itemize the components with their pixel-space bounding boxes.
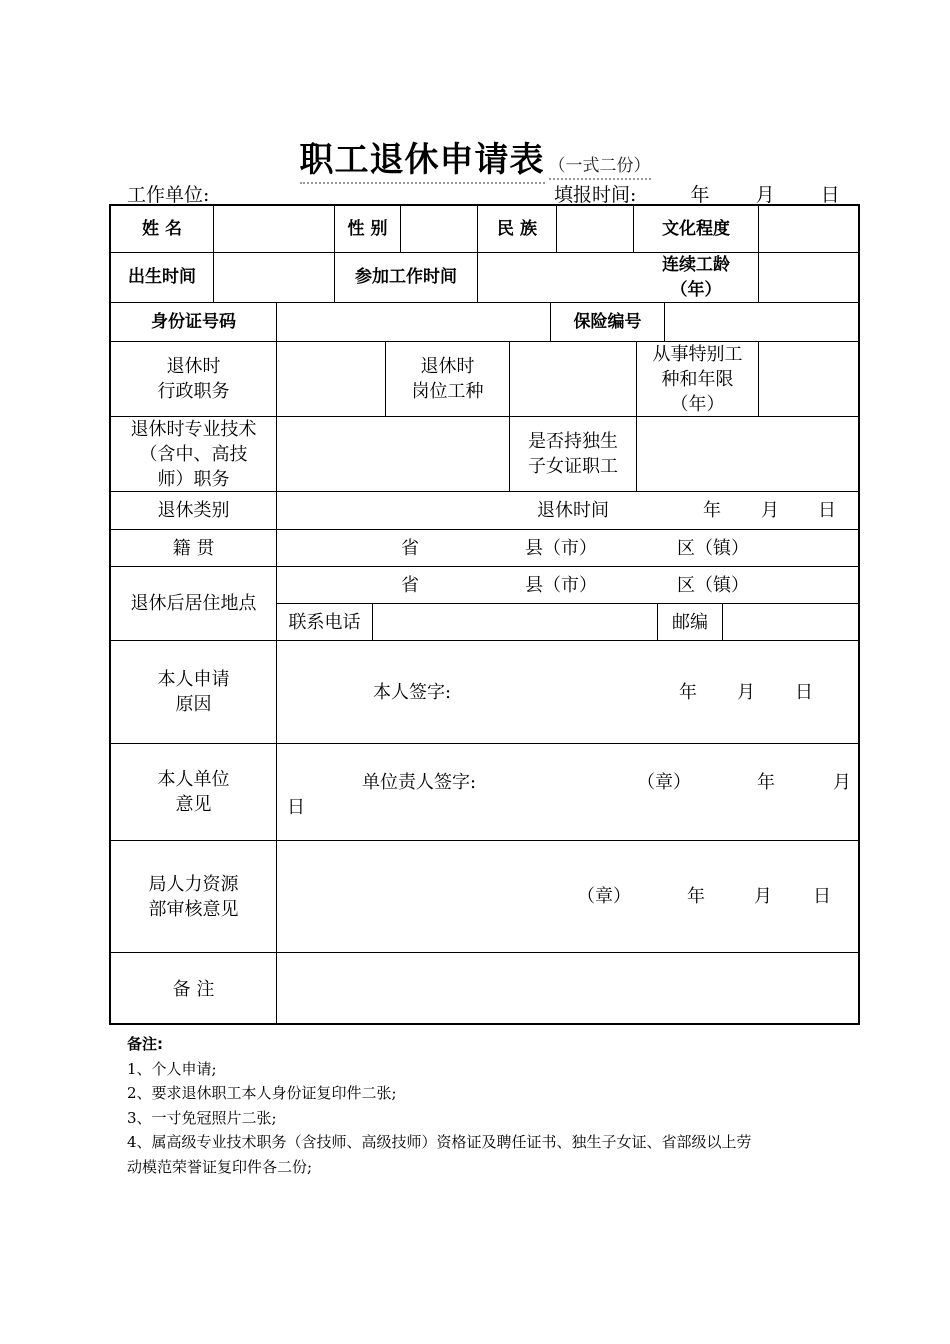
postcode-label: 邮编 — [672, 611, 708, 633]
unit-seal: （章） — [637, 772, 691, 793]
reason-date-year: 年 — [679, 681, 697, 703]
fill-date-label: 填报时间: — [554, 184, 637, 206]
postcode-field[interactable] — [723, 604, 860, 640]
residence-county: 县（市） — [525, 574, 597, 596]
native-province: 省 — [401, 537, 419, 559]
bureau-opinion-label: 局人力资源 部审核意见 — [148, 873, 239, 920]
bureau-opinion-field[interactable] — [277, 841, 860, 952]
gender-field[interactable] — [401, 206, 477, 252]
phone-field[interactable] — [373, 604, 657, 640]
work-start-label: 参加工作时间 — [355, 267, 457, 287]
bureau-date-month: 月 — [754, 886, 772, 907]
work-unit-label: 工作单位: — [127, 184, 210, 206]
special-work-field[interactable] — [759, 342, 860, 416]
reason-date-day: 日 — [795, 681, 813, 703]
seniority-field[interactable] — [759, 253, 860, 302]
residence-province: 省 — [401, 574, 419, 596]
form-title: 职工退休申请表 — [300, 140, 545, 184]
reason-date-month: 月 — [737, 681, 755, 703]
birth-field[interactable] — [214, 253, 334, 302]
phone-label: 联系电话 — [288, 611, 361, 633]
retire-type-field[interactable] — [277, 492, 509, 529]
retire-date-day: 日 — [818, 500, 836, 521]
insurance-no-field[interactable] — [665, 303, 860, 341]
notes-item: 4、属高级专业技术职务（含技师、高级技师）资格证及聘任证书、独生子女证、省部级以上劳 — [127, 1133, 752, 1151]
bureau-date-day: 日 — [813, 886, 831, 907]
fill-date-year: 年 — [690, 184, 710, 206]
ethnicity-field[interactable] — [557, 206, 633, 252]
unit-date-year: 年 — [757, 772, 775, 793]
special-work-label: 从事特别工 种和年限 （年） — [652, 343, 743, 415]
bureau-seal: （章） — [577, 886, 631, 907]
notes-section — [127, 1032, 752, 1179]
only-child-field[interactable] — [637, 417, 860, 491]
self-sign-label: 本人签字: — [373, 681, 452, 703]
fill-date-day: 日 — [820, 184, 840, 206]
admin-post-label: 退休时 行政职务 — [157, 356, 230, 402]
notes-heading: 备注: — [127, 1035, 163, 1053]
notes-item: 3、一寸免冠照片二张; — [127, 1108, 277, 1127]
job-type-label: 退休时 岗位工种 — [411, 356, 484, 402]
native-district: 区（镇） — [677, 537, 749, 559]
bureau-date-year: 年 — [687, 886, 705, 907]
retire-date-year: 年 — [703, 500, 721, 521]
form-title-copies: （一式二份） — [549, 156, 651, 180]
notes-item: 1、个人申请; — [127, 1059, 217, 1078]
job-type-field[interactable] — [510, 342, 636, 416]
id-number-field[interactable] — [277, 303, 550, 341]
residence-field[interactable] — [277, 567, 860, 603]
work-start-field[interactable] — [478, 253, 633, 302]
birth-label: 出生时间 — [128, 267, 196, 287]
unit-opinion-label: 本人单位 意见 — [157, 769, 230, 815]
gender-label: 性 别 — [347, 218, 388, 239]
notes-item: 2、要求退休职工本人身份证复印件二张; — [127, 1084, 397, 1102]
tech-post-field[interactable] — [277, 417, 509, 491]
native-place-label: 籍 贯 — [172, 537, 215, 559]
education-label: 文化程度 — [662, 218, 730, 239]
unit-opinion-field[interactable] — [277, 744, 860, 840]
name-label: 姓 名 — [142, 218, 182, 239]
insurance-no-label: 保险编号 — [573, 311, 642, 332]
unit-date-day: 日 — [287, 797, 305, 818]
retire-date-field[interactable] — [637, 492, 860, 529]
residence-label: 退休后居住地点 — [130, 593, 257, 614]
application-form-table — [109, 204, 860, 1025]
seniority-label: 连续工龄 （年） — [662, 254, 730, 300]
fill-date-block — [554, 180, 840, 207]
retire-date-month: 月 — [761, 500, 779, 521]
remarks-field[interactable] — [277, 953, 860, 1025]
native-county: 县（市） — [525, 537, 597, 559]
retire-type-label: 退休类别 — [157, 500, 230, 521]
form-title-block — [0, 132, 950, 181]
retire-time-label: 退休时间 — [537, 500, 609, 521]
name-field[interactable] — [214, 206, 334, 252]
education-field[interactable] — [759, 206, 860, 252]
admin-post-field[interactable] — [277, 342, 385, 416]
id-number-label: 身份证号码 — [151, 311, 236, 332]
ethnicity-label: 民 族 — [497, 218, 537, 239]
residence-district: 区（镇） — [677, 574, 749, 596]
unit-sign-label: 单位责人签字: — [362, 772, 477, 793]
notes-item: 动模范荣誉证复印件各二份; — [127, 1157, 313, 1176]
only-child-label: 是否持独生 子女证职工 — [528, 431, 618, 477]
fill-date-month: 月 — [755, 184, 775, 206]
remarks-label: 备 注 — [172, 978, 215, 1000]
tech-post-label: 退休时专业技术 （含中、高技 师）职务 — [130, 418, 257, 490]
native-place-field[interactable] — [277, 530, 860, 566]
reason-field[interactable] — [277, 641, 860, 743]
unit-date-month: 月 — [833, 772, 851, 793]
reason-label: 本人申请 原因 — [157, 669, 230, 715]
